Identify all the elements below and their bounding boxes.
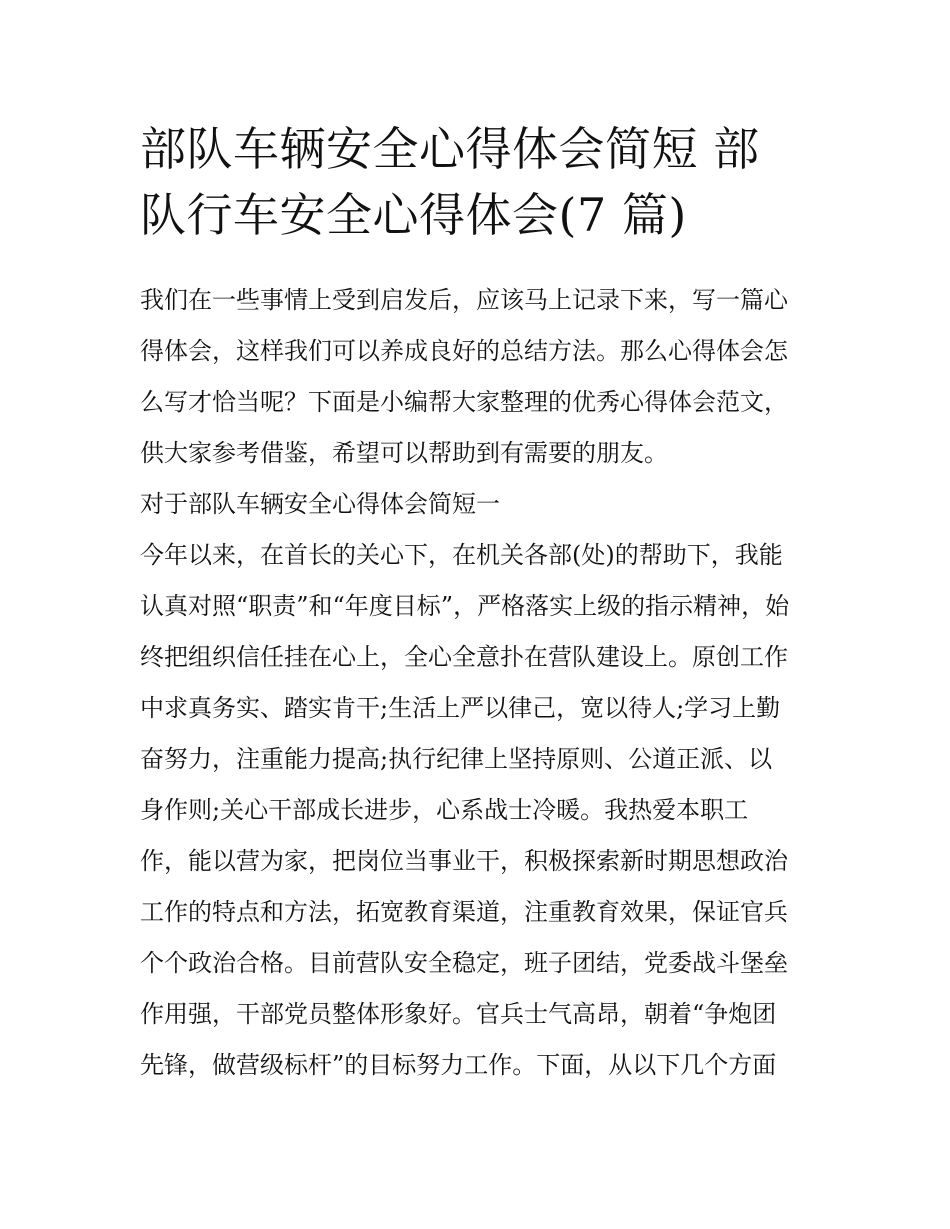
paragraph-line: 终把组织信任挂在心上，全心全意扑在营队建设上。原创工作 — [140, 643, 788, 671]
paragraph-line: 认真对照“职责”和“年度目标”，严格落实上级的指示精神，始 — [140, 592, 790, 620]
document-body — [140, 280, 820, 1096]
paragraph-line: 作，能以营为家，把岗位当事业干，积极探索新时期思想政治 — [140, 847, 788, 875]
paragraph-line: 今年以来，在首长的关心下，在机关各部(处)的帮助下，我能 — [140, 541, 783, 569]
paragraph-line: 先锋，做营级标杆”的目标努力工作。下面，从以下几个方面 — [140, 1051, 777, 1079]
document-title — [140, 116, 820, 248]
title-line: 队行车安全心得体会(7 篇) — [140, 188, 687, 242]
intro-line: 供大家参考借鉴，希望可以帮助到有需要的朋友。 — [140, 439, 668, 467]
title-line: 部队车辆安全心得体会简短 部 — [140, 122, 760, 176]
intro-line: 得体会，这样我们可以养成良好的总结方法。那么心得体会怎 — [140, 337, 788, 365]
paragraph-line: 工作的特点和方法，拓宽教育渠道，注重教育效果，保证官兵 — [140, 898, 788, 926]
section-heading: 对于部队车辆安全心得体会简短一 — [140, 490, 500, 518]
paragraph-line: 中求真务实、踏实肯干;生活上严以律己，宽以待人;学习上勤 — [140, 694, 781, 722]
paragraph-line: 奋努力，注重能力提高;执行纪律上坚持原则、公道正派、以 — [140, 745, 773, 773]
intro-line: 我们在一些事情上受到启发后，应该马上记录下来，写一篇心 — [140, 286, 788, 314]
paragraph-line: 个个政治合格。目前营队安全稳定，班子团结，党委战斗堡垒 — [140, 949, 788, 977]
intro-line: 么写才恰当呢？下面是小编帮大家整理的优秀心得体会范文， — [140, 388, 788, 416]
paragraph-line: 身作则;关心干部成长进步，心系战士冷暖。我热爱本职工 — [140, 796, 749, 824]
paragraph-line: 作用强，干部党员整体形象好。官兵士气高昂，朝着“争炮团 — [140, 1000, 777, 1028]
